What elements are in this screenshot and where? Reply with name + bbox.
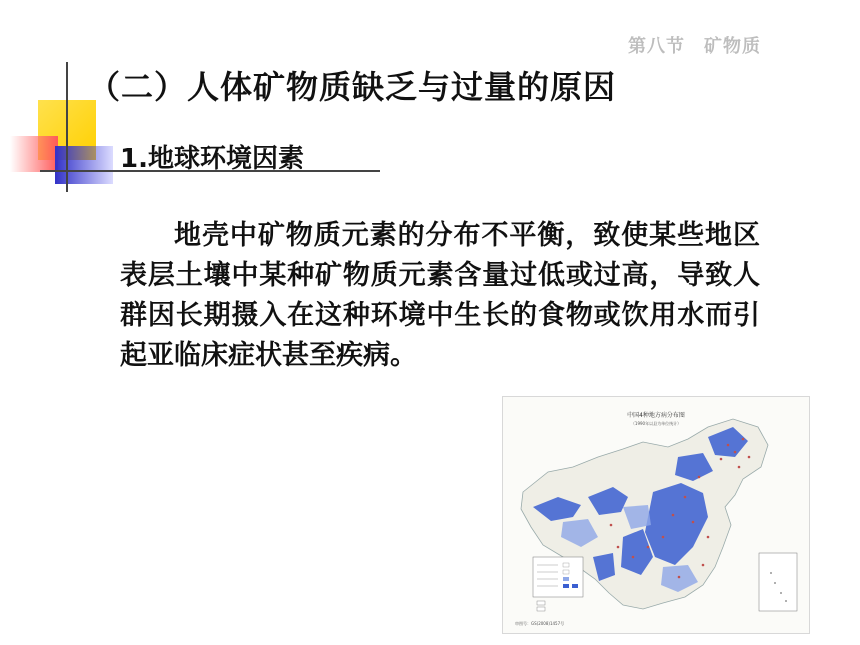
map-title: 中国4种地方病分布图 xyxy=(627,412,685,419)
blue-bar xyxy=(55,146,113,184)
vertical-rule xyxy=(66,62,68,192)
map-caption: 审图号：GS(2008)1457号 xyxy=(515,621,565,626)
south-sea-inset xyxy=(759,553,797,611)
slide-subtitle: 1.地球环境因素 xyxy=(120,144,304,174)
china-disease-map xyxy=(502,396,810,634)
red-bar xyxy=(10,136,58,172)
body-paragraph: 地壳中矿物质元素的分布不平衡，致使某些地区表层土壤中某种矿物质元素含量过低或过高，导致人群因长期摄入在这种环境中生长的食物或饮用水而引起亚临床症状甚至疾病。 xyxy=(120,220,760,371)
section-label: 第八节 矿物质 xyxy=(628,36,761,57)
map-svg xyxy=(503,397,809,633)
map-legend xyxy=(533,557,583,611)
slide-title: （二）人体矿物质缺乏与过量的原因 xyxy=(88,68,617,106)
map-subtitle: （1990年以县为单位统计） xyxy=(630,421,682,426)
